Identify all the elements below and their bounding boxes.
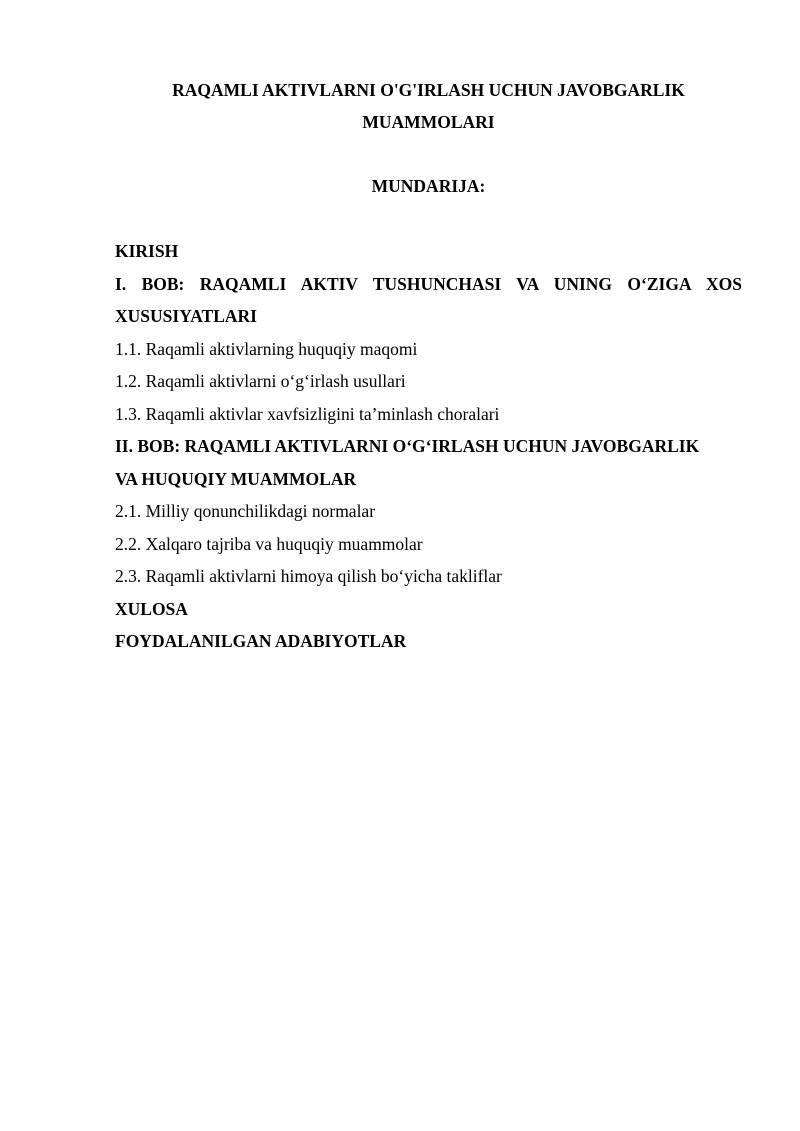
toc-item-references: FOYDALANILGAN ADABIYOTLAR	[115, 631, 407, 651]
toc-chapter-2-line-1: II. BOB: RAQAMLI AKTIVLARNI O‘G‘IRLASH UCHUN JAVOBGARLIK	[115, 436, 700, 456]
toc-section-2-2: 2.2. Xalqaro tajriba va huquqiy muammolar	[115, 533, 423, 554]
document-title	[115, 74, 742, 138]
toc-item-intro: KIRISH	[115, 241, 179, 261]
toc-section-1-3: 1.3. Raqamli aktivlar xavfsizligini ta’minlash choralari	[115, 403, 500, 424]
toc-chapter-1-line-2: XUSUSIYATLARI	[115, 306, 257, 326]
title-line-2: MUAMMOLARI	[362, 112, 495, 132]
toc-section-1-1: 1.1. Raqamli aktivlarning huquqiy maqomi	[115, 338, 418, 359]
toc-chapter-2-line-2: VA HUQUQIY MUAMMOLAR	[115, 468, 357, 489]
toc-section-2-1: 2.1. Milliy qonunchilikdagi normalar	[115, 501, 376, 521]
title-line-1: RAQAMLI AKTIVLARNI O'G'IRLASH UCHUN JAVOBGARLIK	[172, 80, 685, 100]
table-of-contents	[115, 235, 742, 658]
contents-heading: MUNDARIJA:	[371, 176, 486, 196]
toc-section-1-2: 1.2. Raqamli aktivlarni o‘g‘irlash usullari	[115, 371, 406, 391]
toc-item-conclusion: XULOSA	[115, 598, 188, 619]
toc-chapter-1-line-1: I. BOB: RAQAMLI AKTIV TUSHUNCHASI VA UNING O‘ZIGA XOS	[115, 273, 742, 294]
toc-section-2-3: 2.3. Raqamli aktivlarni himoya qilish bo‘yicha takliflar	[115, 566, 502, 586]
